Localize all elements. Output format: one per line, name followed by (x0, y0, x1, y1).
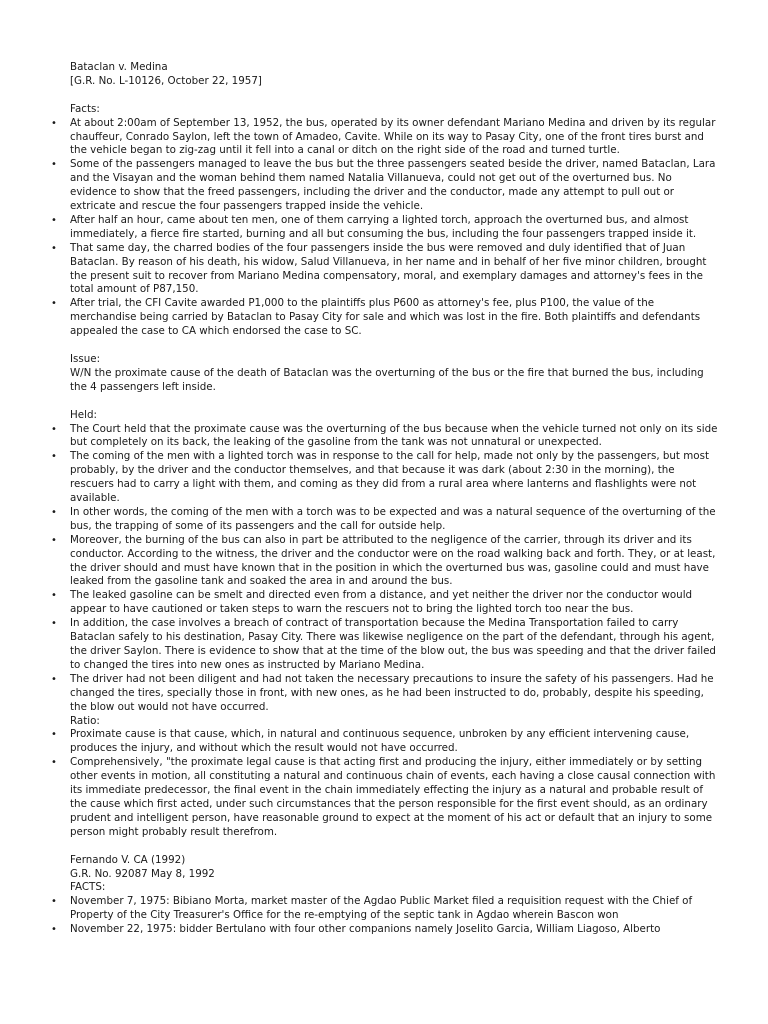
list-item: • In addition, the case involves a breach of contract of transportation because the Medina Transportation failed to carry Bataclan safely to his destination, Pasay City. There was likewise negligence on the part of the defendant, through his agent, the driver Saylon. There is evidence to show that at the time of the blow out, the bus was speeding and that the driver failed to changed the tires into new ones as instructed by Mariano Medina. (70, 617, 718, 673)
list-item: • Some of the passengers managed to leave the bus but the three passengers seated beside the driver, named Bataclan, Lara and the Visayan and the woman behind them named Natalia Villanueva, could not get out of the overturned bus. No evidence to show that the freed passengers, including the driver and the conductor, made any attempt to pull out or extricate and rescue the four passengers trapped inside the vehicle. (70, 158, 718, 214)
list-item: • The leaked gasoline can be smelt and directed even from a distance, and yet neither the driver nor the conductor would appear to have cautioned or taken steps to warn the rescuers not to bring the lighted torch too near the bus. (70, 589, 718, 617)
held-list (70, 423, 718, 715)
facts-list (70, 117, 718, 340)
list-item: • Proximate cause is that cause, which, in natural and continuous sequence, unbroken by any efficient intervening cause, produces the injury, and without which the result would not have occurred. (70, 728, 718, 756)
document-body (70, 61, 718, 937)
list-item: • In other words, the coming of the men with a torch was to be expected and was a natural sequence of the overturning of the bus, the trapping of some of its passengers and the call for outside help. (70, 506, 718, 534)
list-item: • At about 2:00am of September 13, 1952, the bus, operated by its owner defendant Mariano Medina and driven by its regular chauffeur, Conrado Saylon, left the town of Amadeo, Cavite. While on its way to Pasay City, one of the front tires burst and the vehicle began to zig-zag until it fell into a canal or ditch on the right side of the road and turned turtle. (70, 117, 718, 159)
list-item: • After half an hour, came about ten men, one of them carrying a lighted torch, approach the overturned bus, and almost immediately, a fierce fire started, burning and all but consuming the bus, including the four passengers trapped inside it. (70, 214, 718, 242)
case-title: Bataclan v. Medina (70, 61, 168, 73)
issue-text: W/N the proximate cause of the death of Bataclan was the overturning of the bus or the fire that burned the bus, including the 4 passengers left inside. (70, 366, 704, 393)
list-item: • The driver had not been diligent and had not taken the necessary precautions to insure the safety of his passengers. Had he changed the tires, specially those in front, with new ones, as he had been instructed to do, probably, despite his speeding, the blow out would not have occurred. (70, 673, 718, 715)
list-item: • After trial, the CFI Cavite awarded P1,000 to the plaintiffs plus P600 as attorney's fee, plus P100, the value of the merchandise being carried by Bataclan to Pasay City for sale and which was lost in the fire. Both plaintiffs and defendants appealed the case to CA which endorsed the case to SC. (70, 297, 718, 339)
ratio-heading: Ratio: (70, 714, 100, 727)
ratio-list (70, 728, 718, 839)
facts-list (70, 895, 718, 937)
case-citation: G.R. No. 92087 May 8, 1992 (70, 867, 215, 880)
case-citation: [G.R. No. L-10126, October 22, 1957] (70, 74, 262, 87)
facts-heading: Facts: (70, 102, 100, 115)
held-heading: Held: (70, 408, 97, 421)
list-item: • Moreover, the burning of the bus can also in part be attributed to the negligence of the carrier, through its driver and its conductor. According to the witness, the driver and the conductor were on the road walking back and forth. They, or at least, the driver should and must have known that in the position in which the overturned bus was, gasoline could and must have leaked from the gasoline tank and soaked the area in and around the bus. (70, 534, 718, 590)
list-item: • The coming of the men with a lighted torch was in response to the call for help, made not only by the passengers, but most probably, by the driver and the conductor themselves, and that because it was dark (about 2:30 in the morning), the rescuers had to carry a light with them, and coming as they did from a rural area where lanterns and flashlights were not available. (70, 450, 718, 506)
list-item: • The Court held that the proximate cause was the overturning of the bus because when the vehicle turned not only on its side but completely on its back, the leaking of the gasoline from the tank was not unnatural or unexpected. (70, 423, 718, 451)
list-item: • November 22, 1975: bidder Bertulano with four other companions namely Joselito Garcia, William Liagoso, Alberto (70, 923, 718, 937)
case-title: Fernando V. CA (1992) (70, 853, 186, 866)
list-item: • That same day, the charred bodies of the four passengers inside the bus were removed and duly identified that of Juan Bataclan. By reason of his death, his widow, Salud Villanueva, in her name and in behalf of her five minor children, brought the present suit to recover from Mariano Medina compensatory, moral, and exemplary damages and attorney's fees in the total amount of P87,150. (70, 242, 718, 298)
facts-heading: FACTS: (70, 881, 106, 894)
issue-heading: Issue: (70, 353, 101, 365)
list-item: • November 7, 1975: Bibiano Morta, market master of the Agdao Public Market filed a requisition request with the Chief of Property of the City Treasurer's Office for the re-emptying of the septic tank in Agdao wherein Bascon won (70, 895, 718, 923)
list-item: • Comprehensively, "the proximate legal cause is that acting first and producing the injury, either immediately or by setting other events in motion, all constituting a natural and continuous chain of events, each having a close causal connection with its immediate predecessor, the final event in the chain immediately effecting the injury as a natural and probable result of the cause which first acted, under such circumstances that the person responsible for the first event should, as an ordinary prudent and intelligent person, have reasonable ground to expect at the moment of his act or default that an injury to some person might probably result therefrom. (70, 756, 718, 839)
